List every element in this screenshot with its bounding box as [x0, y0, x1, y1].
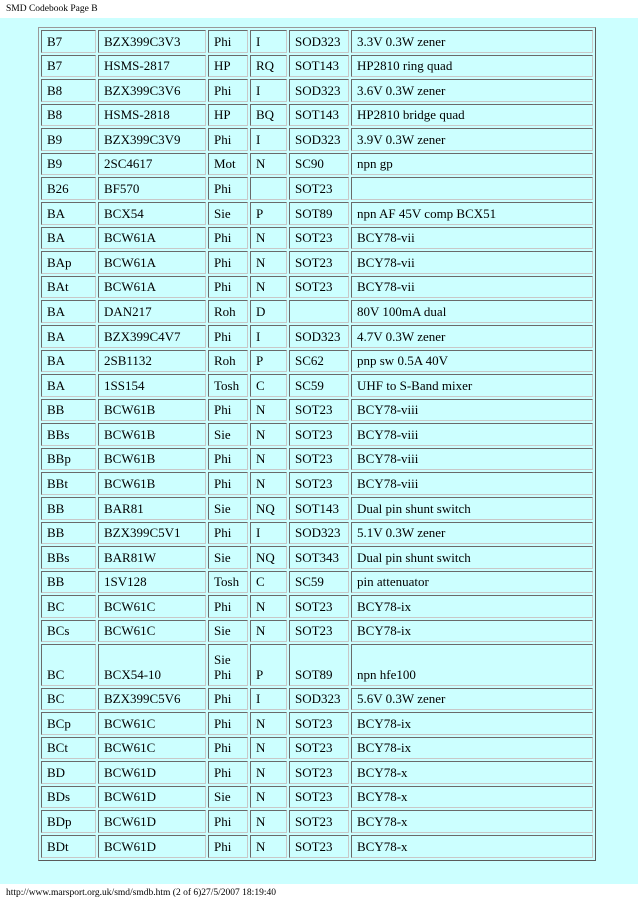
table-row	[41, 153, 593, 176]
cell-part-number: BAR81W	[98, 546, 206, 569]
cell-package: SC59	[289, 571, 349, 594]
cell-marking-code: BC	[41, 688, 96, 711]
cell-part-number: BCW61D	[98, 786, 206, 809]
cell-manufacturer: Phi	[208, 448, 248, 471]
cell-description: HP2810 ring quad	[351, 55, 593, 78]
cell-marking-code: B9	[41, 153, 96, 176]
cell-description: 80V 100mA dual	[351, 300, 593, 323]
cell-description: BCY78-ix	[351, 712, 593, 735]
cell-description: BCY78-vii	[351, 227, 593, 250]
cell-description: npn AF 45V comp BCX51	[351, 202, 593, 225]
table-row	[41, 55, 593, 78]
cell-part-number: DAN217	[98, 300, 206, 323]
cell-manufacturer: Phi	[208, 761, 248, 784]
cell-description: BCY78-viii	[351, 399, 593, 422]
cell-marking-code: BB	[41, 571, 96, 594]
cell-description: 3.6V 0.3W zener	[351, 79, 593, 102]
cell-description: pin attenuator	[351, 571, 593, 594]
cell-marking-code: BBs	[41, 546, 96, 569]
cell-manufacturer: Phi	[208, 79, 248, 102]
cell-package	[289, 300, 349, 323]
cell-manufacturer: Phi	[208, 30, 248, 53]
cell-device-type: N	[250, 448, 287, 471]
table-row	[41, 571, 593, 594]
cell-description: pnp sw 0.5A 40V	[351, 350, 593, 373]
codebook-table-frame	[38, 27, 596, 861]
cell-package: SOT23	[289, 276, 349, 299]
cell-description: npn hfe100	[351, 644, 593, 685]
cell-marking-code: BA	[41, 350, 96, 373]
cell-manufacturer: Roh	[208, 300, 248, 323]
table-row	[41, 522, 593, 545]
cell-description: BCY78-ix	[351, 595, 593, 618]
cell-manufacturer: Phi	[208, 810, 248, 833]
cell-part-number: BCW61B	[98, 472, 206, 495]
cell-manufacturer: Tosh	[208, 571, 248, 594]
table-row	[41, 712, 593, 735]
cell-part-number: HSMS-2817	[98, 55, 206, 78]
cell-part-number: BCW61A	[98, 251, 206, 274]
cell-package: SOD323	[289, 128, 349, 151]
cell-package: SOT23	[289, 399, 349, 422]
table-row	[41, 79, 593, 102]
cell-package: SOT143	[289, 55, 349, 78]
cell-device-type: I	[250, 30, 287, 53]
cell-part-number: HSMS-2818	[98, 104, 206, 127]
cell-package: SOD323	[289, 325, 349, 348]
cell-manufacturer: Phi	[208, 712, 248, 735]
cell-description: BCY78-viii	[351, 472, 593, 495]
cell-manufacturer: Tosh	[208, 374, 248, 397]
cell-device-type: N	[250, 835, 287, 858]
cell-device-type	[250, 177, 287, 200]
cell-marking-code: B26	[41, 177, 96, 200]
cell-description: BCY78-x	[351, 810, 593, 833]
table-row	[41, 761, 593, 784]
cell-part-number: BAR81	[98, 497, 206, 520]
cell-package: SC59	[289, 374, 349, 397]
cell-marking-code: BAp	[41, 251, 96, 274]
cell-device-type: I	[250, 128, 287, 151]
cell-package: SOT23	[289, 251, 349, 274]
cell-part-number: BCW61A	[98, 276, 206, 299]
cell-device-type: N	[250, 276, 287, 299]
cell-description: BCY78-viii	[351, 423, 593, 446]
cell-marking-code: BA	[41, 300, 96, 323]
cell-part-number: BCX54-10	[98, 644, 206, 685]
cell-package: SC62	[289, 350, 349, 373]
cell-device-type: P	[250, 350, 287, 373]
cell-manufacturer: HP	[208, 104, 248, 127]
cell-description: BCY78-x	[351, 761, 593, 784]
table-row	[41, 423, 593, 446]
cell-device-type: N	[250, 620, 287, 643]
cell-device-type: I	[250, 688, 287, 711]
cell-part-number: BZX399C5V1	[98, 522, 206, 545]
cell-device-type: N	[250, 153, 287, 176]
cell-marking-code: B7	[41, 30, 96, 53]
cell-manufacturer: Phi	[208, 472, 248, 495]
cell-manufacturer: Phi	[208, 251, 248, 274]
table-row	[41, 251, 593, 274]
table-row	[41, 595, 593, 618]
cell-package: SOT23	[289, 810, 349, 833]
cell-marking-code: B8	[41, 104, 96, 127]
cell-manufacturer: Sie Phi	[208, 644, 248, 685]
cell-device-type: N	[250, 786, 287, 809]
cell-marking-code: BB	[41, 497, 96, 520]
table-row	[41, 810, 593, 833]
cell-description: 3.3V 0.3W zener	[351, 30, 593, 53]
cell-manufacturer: Phi	[208, 688, 248, 711]
cell-marking-code: BA	[41, 374, 96, 397]
cell-description: 5.6V 0.3W zener	[351, 688, 593, 711]
cell-description: BCY78-ix	[351, 620, 593, 643]
table-row	[41, 202, 593, 225]
cell-part-number: BCW61B	[98, 423, 206, 446]
cell-package: SOD323	[289, 79, 349, 102]
cell-part-number: BF570	[98, 177, 206, 200]
cell-device-type: C	[250, 374, 287, 397]
table-row	[41, 737, 593, 760]
cell-description: BCY78-viii	[351, 448, 593, 471]
cell-package: SC90	[289, 153, 349, 176]
cell-marking-code: BCp	[41, 712, 96, 735]
cell-part-number: BCW61C	[98, 737, 206, 760]
cell-manufacturer: Sie	[208, 497, 248, 520]
cell-device-type: I	[250, 79, 287, 102]
cell-manufacturer: Sie	[208, 546, 248, 569]
cell-package: SOT23	[289, 835, 349, 858]
cell-description: BCY78-x	[351, 835, 593, 858]
cell-marking-code: BB	[41, 399, 96, 422]
cell-manufacturer: Phi	[208, 835, 248, 858]
cell-device-type: N	[250, 399, 287, 422]
cell-manufacturer: Phi	[208, 737, 248, 760]
cell-part-number: BCW61D	[98, 810, 206, 833]
cell-part-number: BCW61A	[98, 227, 206, 250]
cell-marking-code: BA	[41, 325, 96, 348]
cell-description: 4.7V 0.3W zener	[351, 325, 593, 348]
cell-description: Dual pin shunt switch	[351, 497, 593, 520]
cell-marking-code: BB	[41, 522, 96, 545]
cell-device-type: I	[250, 325, 287, 348]
cell-description: BCY78-x	[351, 786, 593, 809]
cell-package: SOT23	[289, 177, 349, 200]
cell-manufacturer: HP	[208, 55, 248, 78]
cell-package: SOD323	[289, 30, 349, 53]
table-row	[41, 325, 593, 348]
cell-description: BCY78-vii	[351, 251, 593, 274]
cell-part-number: BCW61B	[98, 448, 206, 471]
cell-package: SOT23	[289, 786, 349, 809]
cell-package: SOT343	[289, 546, 349, 569]
codebook-table	[39, 28, 595, 860]
table-row	[41, 399, 593, 422]
cell-package: SOT23	[289, 620, 349, 643]
cell-package: SOT23	[289, 423, 349, 446]
cell-device-type: N	[250, 737, 287, 760]
cell-package: SOT143	[289, 104, 349, 127]
table-row	[41, 835, 593, 858]
cell-manufacturer: Phi	[208, 177, 248, 200]
cell-device-type: N	[250, 423, 287, 446]
cell-description: UHF to S-Band mixer	[351, 374, 593, 397]
cell-package: SOD323	[289, 522, 349, 545]
cell-manufacturer: Phi	[208, 276, 248, 299]
cell-description: 5.1V 0.3W zener	[351, 522, 593, 545]
table-row	[41, 177, 593, 200]
cell-package: SOT23	[289, 737, 349, 760]
cell-part-number: BZX399C5V6	[98, 688, 206, 711]
table-row	[41, 104, 593, 127]
cell-manufacturer: Phi	[208, 325, 248, 348]
cell-part-number: BCW61C	[98, 712, 206, 735]
cell-part-number: BZX399C3V6	[98, 79, 206, 102]
cell-package: SOT23	[289, 712, 349, 735]
cell-marking-code: BC	[41, 595, 96, 618]
cell-marking-code: BA	[41, 227, 96, 250]
table-row	[41, 276, 593, 299]
cell-part-number: BCW61D	[98, 761, 206, 784]
cell-marking-code: BAt	[41, 276, 96, 299]
cell-marking-code: B7	[41, 55, 96, 78]
cell-package: SOT89	[289, 644, 349, 685]
cell-part-number: BZX399C3V3	[98, 30, 206, 53]
table-row	[41, 644, 593, 685]
cell-device-type: N	[250, 472, 287, 495]
cell-manufacturer: Sie	[208, 786, 248, 809]
cell-device-type: P	[250, 202, 287, 225]
cell-device-type: N	[250, 595, 287, 618]
cell-device-type: NQ	[250, 497, 287, 520]
cell-manufacturer: Phi	[208, 128, 248, 151]
cell-marking-code: B9	[41, 128, 96, 151]
cell-manufacturer: Sie	[208, 620, 248, 643]
table-row	[41, 786, 593, 809]
table-row	[41, 472, 593, 495]
page-header: SMD Codebook Page B	[6, 4, 98, 14]
table-row	[41, 620, 593, 643]
table-row	[41, 227, 593, 250]
cell-description	[351, 177, 593, 200]
cell-part-number: 2SC4617	[98, 153, 206, 176]
cell-marking-code: BC	[41, 644, 96, 685]
cell-part-number: BCX54	[98, 202, 206, 225]
cell-part-number: BZX399C3V9	[98, 128, 206, 151]
cell-device-type: D	[250, 300, 287, 323]
cell-device-type: N	[250, 810, 287, 833]
cell-package: SOT89	[289, 202, 349, 225]
cell-package: SOT23	[289, 472, 349, 495]
cell-part-number: 1SS154	[98, 374, 206, 397]
table-row	[41, 30, 593, 53]
cell-package: SOT23	[289, 595, 349, 618]
cell-part-number: BCW61C	[98, 620, 206, 643]
cell-marking-code: BBs	[41, 423, 96, 446]
cell-manufacturer: Roh	[208, 350, 248, 373]
cell-package: SOT23	[289, 227, 349, 250]
cell-part-number: BCW61B	[98, 399, 206, 422]
cell-manufacturer: Phi	[208, 595, 248, 618]
cell-manufacturer: Mot	[208, 153, 248, 176]
cell-description: BCY78-ix	[351, 737, 593, 760]
cell-part-number: BZX399C4V7	[98, 325, 206, 348]
cell-marking-code: BDs	[41, 786, 96, 809]
cell-part-number: BCW61C	[98, 595, 206, 618]
cell-manufacturer: Phi	[208, 522, 248, 545]
cell-marking-code: BCt	[41, 737, 96, 760]
cell-package: SOD323	[289, 688, 349, 711]
table-row	[41, 688, 593, 711]
cell-marking-code: BD	[41, 761, 96, 784]
cell-device-type: NQ	[250, 546, 287, 569]
cell-marking-code: BCs	[41, 620, 96, 643]
cell-part-number: BCW61D	[98, 835, 206, 858]
cell-device-type: BQ	[250, 104, 287, 127]
cell-marking-code: BA	[41, 202, 96, 225]
table-row	[41, 128, 593, 151]
cell-manufacturer: Phi	[208, 227, 248, 250]
cell-manufacturer: Sie	[208, 423, 248, 446]
table-row	[41, 497, 593, 520]
cell-device-type: C	[250, 571, 287, 594]
table-body	[41, 30, 593, 858]
table-row	[41, 374, 593, 397]
cell-device-type: RQ	[250, 55, 287, 78]
cell-description: npn gp	[351, 153, 593, 176]
cell-description: 3.9V 0.3W zener	[351, 128, 593, 151]
cell-marking-code: BDp	[41, 810, 96, 833]
page-footer: http://www.marsport.org.uk/smd/smdb.htm (2 of 6)27/5/2007 18:19:40	[6, 888, 276, 898]
cell-manufacturer: Phi	[208, 399, 248, 422]
cell-device-type: P	[250, 644, 287, 685]
cell-manufacturer: Sie	[208, 202, 248, 225]
cell-device-type: N	[250, 712, 287, 735]
cell-description: BCY78-vii	[351, 276, 593, 299]
table-row	[41, 448, 593, 471]
cell-marking-code: B8	[41, 79, 96, 102]
cell-description: Dual pin shunt switch	[351, 546, 593, 569]
cell-device-type: N	[250, 227, 287, 250]
cell-device-type: N	[250, 251, 287, 274]
table-row	[41, 300, 593, 323]
cell-device-type: I	[250, 522, 287, 545]
cell-marking-code: BBp	[41, 448, 96, 471]
cell-part-number: 1SV128	[98, 571, 206, 594]
table-row	[41, 350, 593, 373]
cell-package: SOT23	[289, 448, 349, 471]
cell-part-number: 2SB1132	[98, 350, 206, 373]
cell-device-type: N	[250, 761, 287, 784]
cell-marking-code: BDt	[41, 835, 96, 858]
cell-marking-code: BBt	[41, 472, 96, 495]
table-row	[41, 546, 593, 569]
cell-package: SOT23	[289, 761, 349, 784]
cell-package: SOT143	[289, 497, 349, 520]
cell-description: HP2810 bridge quad	[351, 104, 593, 127]
